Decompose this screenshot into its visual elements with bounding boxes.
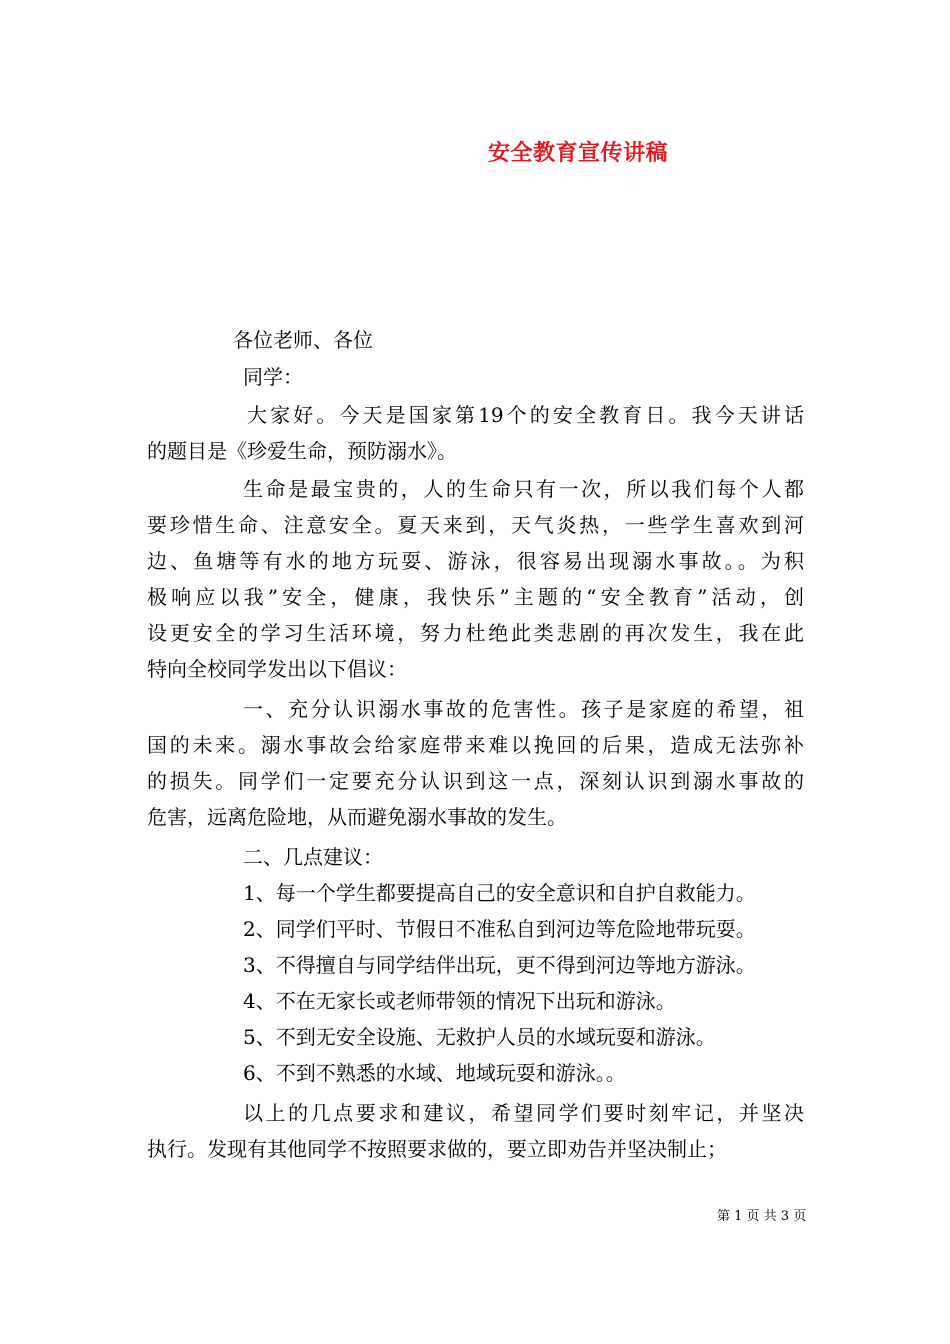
paragraph-2-line: 特向全校同学发出以下倡议： <box>147 657 407 681</box>
paragraph-5-line: 以上的几点要求和建议，希望同学们要时刻牢记，并坚决 <box>243 1101 804 1125</box>
list-item: 6、不到不熟悉的水域、地域玩耍和游泳。。 <box>243 1061 626 1085</box>
list-item: 5、不到无安全设施、无救护人员的水域玩耍和游泳。 <box>243 1025 716 1049</box>
section-heading: 二、几点建议： <box>243 845 383 869</box>
paragraph-2-line: 极响应以我”安全，健康，我快乐”主题的“安全教育”活动，创 <box>147 585 804 609</box>
paragraph-2-line: 设更安全的学习生活环境，努力杜绝此类悲剧的再次发生，我在此 <box>147 621 804 645</box>
paragraph-3-line: 危害，远离危险地，从而避免溺水事故的发生。 <box>147 805 567 829</box>
paragraph-1-line: 的题目是《珍爱生命，预防溺水》。 <box>147 439 457 463</box>
greeting-line-2: 同学： <box>243 365 303 389</box>
greeting-line-1: 各位老师、各位 <box>233 328 373 352</box>
list-item: 1、每一个学生都要提高自己的安全意识和自护自救能力。 <box>243 881 756 905</box>
list-item: 4、不在无家长或老师带领的情况下出玩和游泳。 <box>243 989 676 1013</box>
document-title: 安全教育宣传讲稿 <box>488 140 669 166</box>
paragraph-3-line: 一、充分认识溺水事故的危害性。孩子是家庭的希望，祖 <box>243 697 804 721</box>
paragraph-5-line: 执行。发现有其他同学不按照要求做的，要立即劝告并坚决制止； <box>147 1137 727 1161</box>
paragraph-2-line: 生命是最宝贵的，人的生命只有一次，所以我们每个人都 <box>243 477 804 501</box>
page-number: 第 1 页 共 3 页 <box>717 1209 807 1224</box>
paragraph-3-line: 的损失。同学们一定要充分认识到这一点，深刻认识到溺水事故的 <box>147 769 804 793</box>
list-item: 2、同学们平时、节假日不准私自到河边等危险地带玩耍。 <box>243 917 756 941</box>
paragraph-1-line: 大家好。今天是国家第19个的安全教育日。我今天讲话 <box>247 403 804 427</box>
paragraph-3-line: 国的未来。溺水事故会给家庭带来难以挽回的后果，造成无法弥补 <box>147 733 804 757</box>
paragraph-2-line: 边、鱼塘等有水的地方玩耍、游泳，很容易出现溺水事故。。为积 <box>147 549 804 573</box>
list-item: 3、不得擅自与同学结伴出玩，更不得到河边等地方游泳。 <box>243 953 756 977</box>
paragraph-2-line: 要珍惜生命、注意安全。夏天来到，天气炎热，一些学生喜欢到河 <box>147 513 804 537</box>
